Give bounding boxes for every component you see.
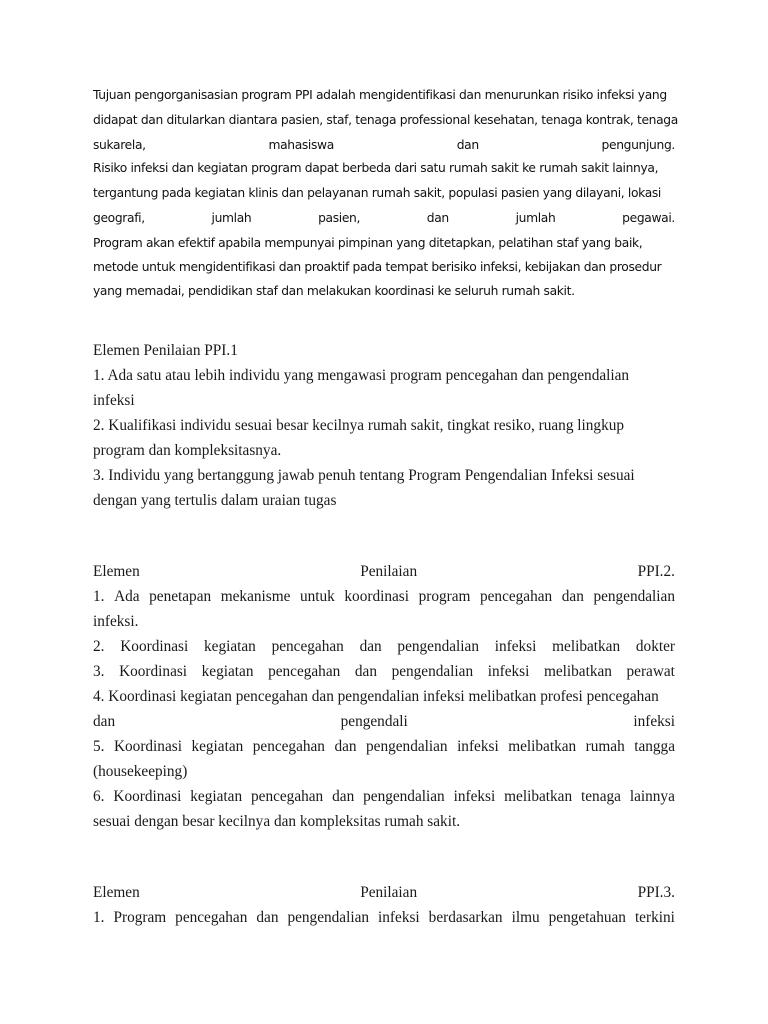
word: pencegahan — [175, 909, 248, 926]
word: pengunjung. — [601, 138, 675, 152]
word: pengendalian — [363, 788, 445, 805]
intro-justified-line — [93, 138, 675, 152]
list-item: sesuai dengan besar kecilnya dan kompleksitas rumah sakit. — [93, 813, 461, 830]
word: lainnya — [629, 788, 675, 805]
word: sukarela, — [93, 138, 146, 152]
word: Ada — [114, 588, 140, 605]
word: melibatkan — [504, 788, 573, 805]
list-item: 4. Koordinasi kegiatan pencegahan dan pengendalian infeksi melibatkan profesi pencegahan — [93, 688, 659, 705]
word: kegiatan — [191, 738, 244, 755]
word: 6. — [93, 788, 105, 805]
word: pengendalian — [397, 638, 479, 655]
list-item: infeksi. — [93, 613, 139, 630]
word: pencegahan — [271, 638, 344, 655]
word: Penilaian — [360, 884, 418, 901]
word: koordinasi — [344, 588, 409, 605]
word: pengendalian — [593, 588, 675, 605]
list-item — [93, 909, 675, 927]
word: pengetahuan — [548, 909, 626, 926]
word: terkini — [634, 909, 675, 926]
word: Elemen — [93, 884, 140, 901]
list-item: dengan yang tertulis dalam uraian tugas — [93, 492, 337, 509]
intro-line: didapat dan ditularkan diantara pasien, staf, tenaga professional kesehatan, tenaga kontrak, tenaga — [93, 113, 678, 127]
word: Koordinasi — [120, 638, 189, 655]
intro-line: yang memadai, pendidikan staf dan melakukan koordinasi ke seluruh rumah sakit. — [93, 284, 575, 298]
intro-justified-line — [93, 211, 675, 225]
list-item — [93, 713, 675, 731]
word: Program — [113, 909, 167, 926]
word: melibatkan — [552, 638, 621, 655]
section-heading-ppi2 — [93, 563, 675, 581]
word: 2. — [93, 638, 105, 655]
list-item — [93, 788, 675, 806]
intro-line: Tujuan pengorganisasian program PPI adalah mengidentifikasi dan menurunkan risiko infeksi yang — [93, 88, 667, 102]
word: pengendalian — [366, 738, 448, 755]
word: geografi, — [93, 211, 145, 225]
word: melibatkan — [508, 738, 577, 755]
word: kegiatan — [190, 788, 243, 805]
word: ilmu — [511, 909, 540, 926]
word: dan — [334, 738, 357, 755]
word: PPI.2. — [637, 563, 675, 580]
word: infeksi — [457, 738, 499, 755]
word: dan — [354, 663, 377, 680]
word: perawat — [626, 663, 675, 680]
word: dan — [93, 713, 116, 730]
word: 3. — [93, 663, 105, 680]
intro-line: Program akan efektif apabila mempunyai pimpinan yang ditetapkan, pelatihan staf yang baik, — [93, 236, 643, 250]
word: pencegahan — [479, 588, 553, 605]
word: kegiatan — [201, 663, 254, 680]
word: infeksi — [633, 713, 675, 730]
word: dan — [256, 909, 279, 926]
word: penetapan — [149, 588, 212, 605]
intro-line: metode untuk mengidentifikasi dan proaktif pada tempat berisiko infeksi, kebijakan dan prosedur — [93, 260, 662, 274]
list-item: 3. Individu yang bertanggung jawab penuh tentang Program Pengendalian Infeksi sesuai — [93, 467, 635, 484]
word: pegawai. — [622, 211, 675, 225]
list-item — [93, 638, 675, 656]
word: Koordinasi — [119, 663, 188, 680]
word: infeksi — [453, 788, 496, 805]
word: Koordinasi — [113, 738, 182, 755]
list-item: 1. Ada satu atau lebih individu yang mengawasi program pencegahan dan pengendalian — [93, 367, 630, 384]
word: PPI.3. — [637, 884, 675, 901]
section-heading-ppi3 — [93, 884, 675, 902]
intro-line: Risiko infeksi dan kegiatan program dapat berbeda dari satu rumah sakit ke rumah sakit lainnya, — [93, 161, 659, 175]
word: Penilaian — [360, 563, 418, 580]
word: dan — [456, 138, 479, 152]
word: infeksi — [494, 638, 537, 655]
word: 1. — [93, 588, 105, 605]
word: jumlah — [211, 211, 252, 225]
word: tangga — [634, 738, 675, 755]
word: dan — [359, 638, 382, 655]
word: kegiatan — [204, 638, 256, 655]
list-item — [93, 588, 675, 606]
word: 5. — [93, 738, 105, 755]
word: program — [418, 588, 471, 605]
word: pencegahan — [268, 663, 341, 680]
word: Koordinasi — [113, 788, 182, 805]
word: untuk — [299, 588, 335, 605]
word: pengendali — [340, 713, 408, 730]
word: pengendalian — [391, 663, 474, 680]
word: pengendalian — [287, 909, 370, 926]
word: mahasiswa — [268, 138, 334, 152]
list-item — [93, 663, 675, 681]
word: dan — [561, 588, 584, 605]
word: infeksi — [378, 909, 420, 926]
section-heading-ppi1: Elemen Penilaian PPI.1 — [93, 342, 238, 359]
word: pasien, — [318, 211, 361, 225]
list-item: program dan kompleksitasnya. — [93, 442, 282, 459]
word: dan — [332, 788, 355, 805]
intro-line: tergantung pada kegiatan klinis dan pelayanan rumah sakit, populasi pasien yang dilayani, lokasi — [93, 186, 661, 200]
list-item: 2. Kualifikasi individu sesuai besar kecilnya rumah sakit, tingkat resiko, ruang lingkup — [93, 417, 625, 434]
word: infeksi — [487, 663, 530, 680]
word: melibatkan — [543, 663, 612, 680]
list-item — [93, 738, 675, 756]
word: rumah — [585, 738, 625, 755]
word: tenaga — [581, 788, 621, 805]
word: dokter — [635, 638, 675, 655]
word: pencegahan — [252, 738, 325, 755]
word: berdasarkan — [428, 909, 503, 926]
word: dan — [426, 211, 449, 225]
list-item: infeksi — [93, 392, 135, 409]
list-item: (housekeeping) — [93, 763, 188, 780]
word: Elemen — [93, 563, 140, 580]
word: 1. — [93, 909, 105, 926]
word: jumlah — [515, 211, 556, 225]
word: mekanisme — [220, 588, 291, 605]
word: pencegahan — [251, 788, 324, 805]
